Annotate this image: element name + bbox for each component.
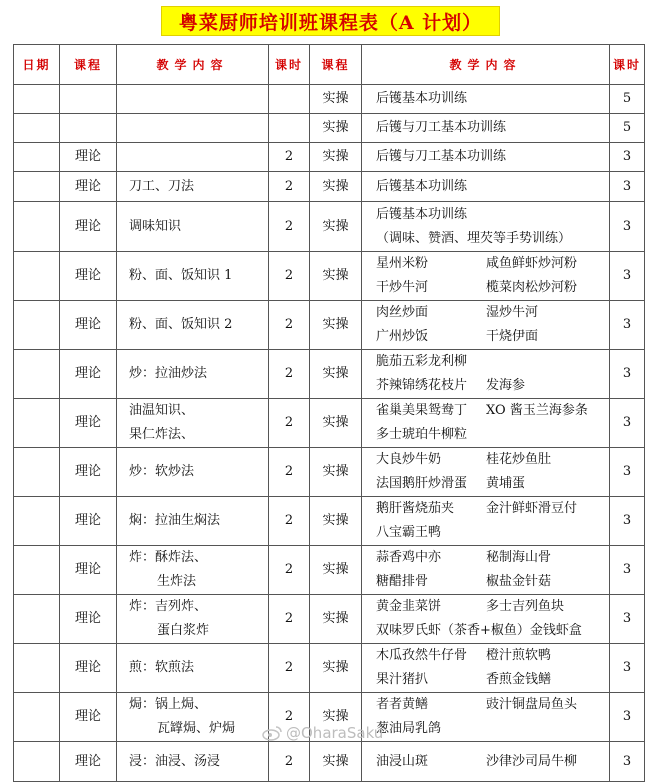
dish-name: 者者黄鳝 (376, 697, 429, 712)
dish-line (376, 619, 609, 643)
table-row (14, 172, 645, 202)
date-cell (14, 448, 60, 497)
content-cell (117, 693, 269, 742)
dish-name: 多士琥珀牛柳粒 (376, 427, 468, 442)
hours-cell: 2 (269, 202, 310, 252)
course-cell-2: 实操 (310, 301, 362, 350)
header-content-2: 教学内容 (362, 45, 610, 85)
dish-line (376, 350, 609, 374)
content-cell (117, 252, 269, 301)
date-cell (14, 85, 60, 114)
hours-cell: 2 (269, 497, 310, 546)
hours-cell-2: 3 (610, 143, 645, 172)
content-line: 焖：拉油生焖法 (129, 513, 221, 528)
dish-name: 葱油局乳鸽 (376, 721, 442, 736)
date-cell (14, 693, 60, 742)
course-cell-2: 实操 (310, 742, 362, 782)
header-course: 课程 (60, 45, 117, 85)
content-line: 炒：拉油炒法 (129, 366, 208, 381)
dish-line (376, 276, 609, 300)
content-line: 炸：酥炸法、 (129, 550, 208, 565)
hours-cell-2: 3 (610, 252, 645, 301)
content-cell (117, 399, 269, 448)
course-cell (60, 114, 117, 143)
header-content: 教学内容 (117, 45, 269, 85)
content-cell (117, 202, 269, 252)
dish-name: 黄埔蛋 (486, 476, 526, 491)
watermark-text: @OharaSaku (286, 724, 384, 742)
course-cell-2: 实操 (310, 172, 362, 202)
content-cell-2 (362, 252, 610, 301)
dish-name: 发海参 (486, 378, 526, 393)
hours-cell-2: 3 (610, 202, 645, 252)
table-row (14, 350, 645, 399)
date-cell (14, 301, 60, 350)
dish-line: 后镬基本功训练 (376, 91, 468, 106)
hours-cell: 2 (269, 742, 310, 782)
course-cell-2: 实操 (310, 202, 362, 252)
content-cell (117, 143, 269, 172)
course-cell: 理论 (60, 172, 117, 202)
content-line: 粉、面、饭知识 1 (129, 268, 233, 283)
dish-name: 干炒牛河 (376, 280, 429, 295)
hours-cell-2: 3 (610, 546, 645, 595)
course-cell: 理论 (60, 301, 117, 350)
table-row (14, 497, 645, 546)
hours-cell-2: 3 (610, 172, 645, 202)
dish-name: 香煎金钱鳝 (486, 672, 552, 687)
course-cell: 理论 (60, 350, 117, 399)
dish-line (376, 497, 609, 521)
date-cell (14, 114, 60, 143)
course-cell-2: 实操 (310, 448, 362, 497)
content-cell (117, 114, 269, 143)
dish-name: 八宝霸王鸭 (376, 525, 442, 540)
date-cell (14, 399, 60, 448)
dish-name: 沙律沙司局牛柳 (486, 753, 578, 769)
dish-line (376, 668, 609, 692)
hours-cell: 2 (269, 644, 310, 693)
dish-name: 橙汁煎软鸭 (486, 648, 552, 663)
dish-line (376, 595, 609, 619)
content-cell-2 (362, 742, 610, 782)
dish-name: 广州炒饭 (376, 329, 429, 344)
hours-cell: 2 (269, 693, 310, 742)
hours-cell-2: 5 (610, 114, 645, 143)
dish-line (376, 717, 609, 741)
dish-name: 多士吉列鱼块 (486, 599, 565, 614)
content-cell (117, 742, 269, 782)
course-cell-2: 实操 (310, 644, 362, 693)
table-row (14, 252, 645, 301)
content-cell-2 (362, 644, 610, 693)
dish-line: 后镬基本功训练 (376, 206, 468, 222)
dish-name: 脆茄五彩龙利柳 (376, 354, 468, 369)
content-cell-2 (362, 143, 610, 172)
dish-name: 果汁猪扒 (376, 672, 429, 687)
content-line: 刀工、刀法 (129, 178, 195, 194)
header-hours-2: 课时 (610, 45, 645, 85)
dish-line (376, 693, 609, 717)
content-cell-2 (362, 202, 610, 252)
course-cell-2: 实操 (310, 143, 362, 172)
content-cell-2 (362, 448, 610, 497)
hours-cell-2: 5 (610, 85, 645, 114)
table-row (14, 399, 645, 448)
table-row (14, 546, 645, 595)
header-row (14, 45, 645, 85)
date-cell (14, 742, 60, 782)
content-cell-2 (362, 595, 610, 644)
course-cell: 理论 (60, 202, 117, 252)
dish-name: 肉丝炒面 (376, 305, 429, 320)
content-line: 生炸法 (157, 574, 197, 589)
course-cell: 理论 (60, 143, 117, 172)
hours-cell-2: 3 (610, 448, 645, 497)
course-cell-2: 实操 (310, 350, 362, 399)
dish-name: 芥辣锦绣花枝片 (376, 378, 468, 393)
schedule-table (13, 44, 645, 782)
table-row (14, 448, 645, 497)
content-cell (117, 448, 269, 497)
dish-name: 金汁鲜虾滑豆付 (486, 501, 578, 516)
dish-name: 蒜香鸡中亦 (376, 550, 442, 565)
date-cell (14, 350, 60, 399)
course-cell: 理论 (60, 742, 117, 782)
dish-line (376, 644, 609, 668)
content-cell-2 (362, 301, 610, 350)
header-hours: 课时 (269, 45, 310, 85)
course-cell: 理论 (60, 644, 117, 693)
dish-name: 干烧伊面 (486, 329, 539, 344)
dish-line (376, 325, 609, 349)
date-cell (14, 202, 60, 252)
date-cell (14, 252, 60, 301)
content-line: 蛋白浆炸 (157, 623, 210, 638)
content-line: 炒：软炒法 (129, 464, 195, 479)
dish-name: 雀巢美果鸳鸯丁 (376, 403, 468, 418)
content-cell (117, 85, 269, 114)
content-cell-2 (362, 546, 610, 595)
course-cell-2: 实操 (310, 546, 362, 595)
table-row (14, 644, 645, 693)
dish-name: 椒盐金针菇 (486, 574, 552, 589)
content-line: 炸：吉列炸、 (129, 599, 208, 614)
table-row (14, 114, 645, 143)
hours-cell: 2 (269, 143, 310, 172)
date-cell (14, 143, 60, 172)
hours-cell: 2 (269, 172, 310, 202)
content-cell-2 (362, 350, 610, 399)
course-cell: 理论 (60, 693, 117, 742)
content-line: 调味知识 (129, 218, 182, 234)
dish-name: 双味罗氏虾（茶香+椒鱼）金钱虾盒 (376, 623, 582, 638)
hours-cell: 2 (269, 350, 310, 399)
dish-name: 咸鱼鲜虾炒河粉 (486, 256, 578, 271)
dish-line (376, 252, 609, 276)
dish-line (376, 448, 609, 472)
hours-cell-2: 3 (610, 350, 645, 399)
content-cell (117, 546, 269, 595)
hours-cell (269, 114, 310, 143)
dish-line: 后镬与刀工基本功训练 (376, 120, 507, 135)
dish-line (376, 546, 609, 570)
hours-cell (269, 85, 310, 114)
dish-name: 豉汁铜盘局鱼头 (486, 697, 578, 712)
dish-line (376, 472, 609, 496)
hours-cell: 2 (269, 546, 310, 595)
hours-cell-2: 3 (610, 644, 645, 693)
dish-name: 法国鹅肝炒滑蛋 (376, 476, 468, 491)
course-cell: 理论 (60, 595, 117, 644)
course-cell-2: 实操 (310, 595, 362, 644)
dish-line (376, 750, 609, 774)
table-row (14, 301, 645, 350)
content-line: 瓦罉焗、炉焗 (157, 721, 236, 736)
hours-cell: 2 (269, 301, 310, 350)
content-cell (117, 301, 269, 350)
hours-cell-2: 3 (610, 399, 645, 448)
hours-cell: 2 (269, 399, 310, 448)
page-title: 粤菜厨师培训班课程表（A 计划） (178, 11, 483, 34)
content-cell-2 (362, 114, 610, 143)
dish-name: 黄金韭菜饼 (376, 599, 442, 614)
content-cell-2 (362, 85, 610, 114)
date-cell (14, 595, 60, 644)
table-row (14, 742, 645, 782)
dish-name: 木瓜孜然牛仔骨 (376, 648, 468, 663)
dish-line (376, 399, 609, 423)
course-cell: 理论 (60, 497, 117, 546)
content-cell-2 (362, 399, 610, 448)
content-line: 油温知识、 (129, 403, 195, 418)
course-cell-2: 实操 (310, 114, 362, 143)
header-date: 日期 (14, 45, 60, 85)
dish-line (376, 423, 609, 447)
content-cell-2 (362, 497, 610, 546)
dish-name: XO 酱玉兰海参条 (486, 403, 588, 418)
dish-line (376, 301, 609, 325)
content-cell-2 (362, 172, 610, 202)
course-cell-2: 实操 (310, 497, 362, 546)
course-cell: 理论 (60, 252, 117, 301)
hours-cell-2: 3 (610, 595, 645, 644)
watermark (262, 724, 383, 742)
course-cell-2: 实操 (310, 252, 362, 301)
content-line: 焗：锅上焗、 (129, 697, 208, 712)
hours-cell-2: 3 (610, 301, 645, 350)
header-course-2: 课程 (310, 45, 362, 85)
hours-cell: 2 (269, 252, 310, 301)
table-row (14, 143, 645, 172)
date-cell (14, 172, 60, 202)
content-line: 煎：软煎法 (129, 660, 195, 675)
dish-line: （调味、赞酒、埋芡等手势训练） (376, 230, 572, 246)
table-row (14, 202, 645, 252)
title-banner (161, 6, 500, 36)
dish-name: 秘制海山骨 (486, 550, 552, 565)
course-cell (60, 85, 117, 114)
content-cell (117, 497, 269, 546)
content-cell (117, 350, 269, 399)
content-line: 粉、面、饭知识 2 (129, 317, 233, 332)
date-cell (14, 644, 60, 693)
content-cell (117, 644, 269, 693)
course-cell: 理论 (60, 448, 117, 497)
dish-line: 后镬与刀工基本功训练 (376, 149, 507, 164)
content-line: 果仁炸法、 (129, 427, 195, 442)
content-cell (117, 172, 269, 202)
hours-cell: 2 (269, 595, 310, 644)
dish-name: 油浸山斑 (376, 753, 429, 769)
course-cell-2: 实操 (310, 693, 362, 742)
date-cell (14, 546, 60, 595)
dish-line (376, 521, 609, 545)
content-cell (117, 595, 269, 644)
dish-line: 后镬基本功训练 (376, 178, 468, 194)
content-line: 浸：油浸、汤浸 (129, 753, 221, 769)
dish-line (376, 570, 609, 594)
hours-cell: 2 (269, 448, 310, 497)
hours-cell-2: 3 (610, 693, 645, 742)
dish-name: 桂花炒鱼肚 (486, 452, 552, 467)
course-cell: 理论 (60, 546, 117, 595)
weibo-icon (262, 725, 282, 741)
content-cell-2 (362, 693, 610, 742)
dish-name: 大良炒牛奶 (376, 452, 442, 467)
table-row (14, 595, 645, 644)
course-cell-2: 实操 (310, 85, 362, 114)
dish-name: 星州米粉 (376, 256, 429, 271)
hours-cell-2: 3 (610, 742, 645, 782)
dish-name: 榄菜肉松炒河粉 (486, 280, 578, 295)
table-row (14, 85, 645, 114)
date-cell (14, 497, 60, 546)
dish-name: 湿炒牛河 (486, 305, 539, 320)
dish-line (376, 374, 609, 398)
course-cell: 理论 (60, 399, 117, 448)
course-cell-2: 实操 (310, 399, 362, 448)
hours-cell-2: 3 (610, 497, 645, 546)
dish-name: 糖醋排骨 (376, 574, 429, 589)
dish-name: 鹅肝酱烧茄夹 (376, 501, 455, 516)
